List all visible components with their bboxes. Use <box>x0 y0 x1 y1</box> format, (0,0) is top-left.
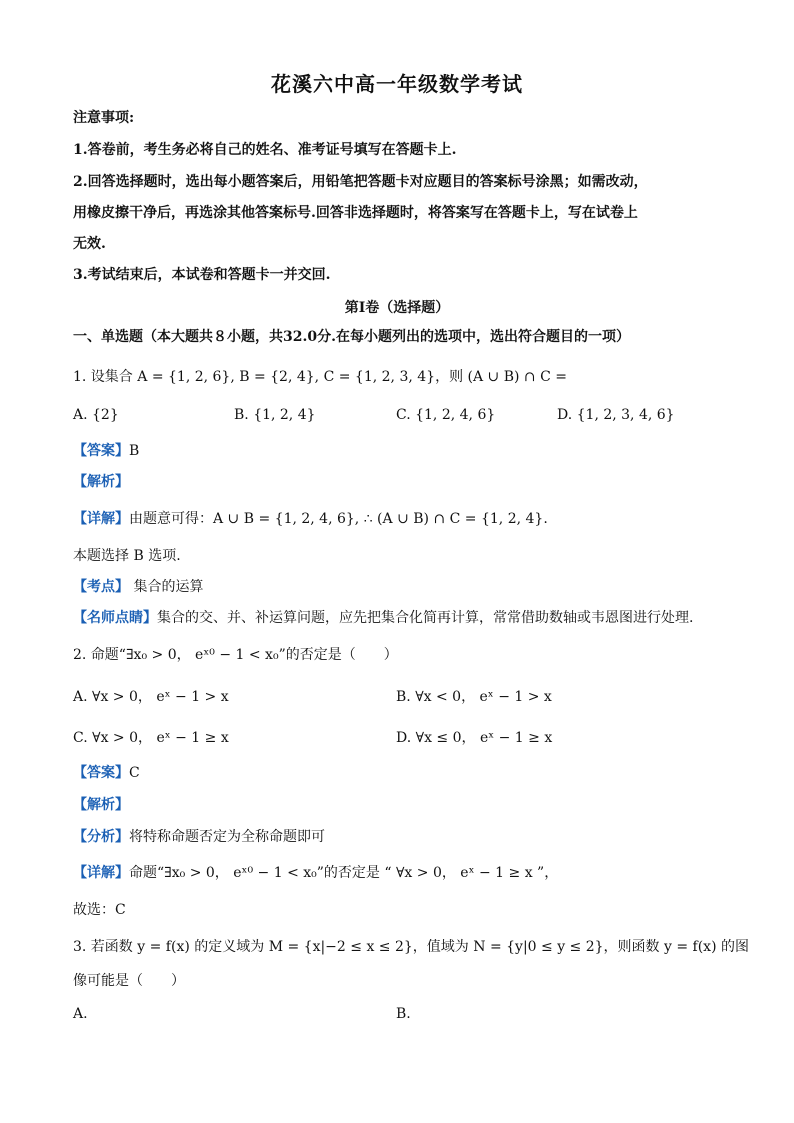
fenxi-text: 将特称命题否定为全称命题即可 <box>129 829 325 845</box>
q2-conclude: 故选：C <box>73 902 126 918</box>
tip-tag: 【名师点睛】 <box>73 610 157 626</box>
note-2-line-3: 无效. <box>73 236 106 252</box>
detail-tag: 【详解】 <box>73 511 129 527</box>
analysis-tag: 【解析】 <box>73 474 129 490</box>
q1-detail <box>73 509 548 529</box>
q2-option-b: B. ∀x < 0， eˣ − 1 > x <box>396 689 552 705</box>
q1-option-d: D. {1, 2, 3, 4, 6} <box>557 407 675 423</box>
q2-fenxi <box>73 827 325 847</box>
q1-option-b: B. {1, 2, 4} <box>234 407 316 423</box>
q1-analysis <box>73 472 129 492</box>
q2-detail <box>73 863 558 883</box>
section-heading: 一、单选题（本大题共８小题，共32.0分.在每小题列出的选项中，选出符合题目的一项） <box>73 329 630 345</box>
answer-tag: 【答案】 <box>73 443 129 459</box>
q2-analysis <box>73 795 129 815</box>
kaodian-tag: 【考点】 <box>73 579 129 595</box>
q1-option-a: A. {2} <box>73 407 119 423</box>
q1-tip <box>73 608 693 628</box>
q1-choose: 本题选择 B 选项. <box>73 548 181 564</box>
q3-option-b: B. <box>396 1006 411 1022</box>
note-1: 1.答卷前，考生务必将自己的姓名、准考证号填写在答题卡上. <box>73 142 457 158</box>
note-2-line-2: 用橡皮擦干净后，再选涂其他答案标号.回答非选择题时，将答案写在答题卡上，写在试卷上 <box>73 205 638 221</box>
q3-stem-line-1: 3. 若函数 y = f(x) 的定义域为 M = {x|−2 ≤ x ≤ 2}，值域为 N = {y|0 ≤ y ≤ 2}，则函数 y = f(x) 的图 <box>73 939 749 955</box>
q2-option-a: A. ∀x > 0， eˣ − 1 > x <box>73 689 229 705</box>
detail-text: 由题意可得：A ∪ B = {1, 2, 4, 6}, ∴ (A ∪ B) ∩ C = {1, 2, 4}. <box>129 511 548 527</box>
notes-heading: 注意事项: <box>73 110 135 126</box>
detail-tag: 【详解】 <box>73 865 129 881</box>
part-heading: 第Ⅰ卷（选择题） <box>344 300 450 316</box>
answer-value: C <box>129 765 140 781</box>
kaodian-text: 集合的运算 <box>129 579 204 595</box>
detail-text: 命题“∃x₀ > 0， eˣ⁰ − 1 < x₀”的否定是 “ ∀x > 0， eˣ − 1 ≥ x ”， <box>129 865 559 881</box>
q2-option-c: C. ∀x > 0， eˣ − 1 ≥ x <box>73 730 229 746</box>
note-2-line-1: 2.回答选择题时，选出每小题答案后，用铅笔把答题卡对应题目的答案标号涂黑；如需改动， <box>73 174 648 190</box>
page-title: 花溪六中高一年级数学考试 <box>271 72 523 96</box>
note-3: 3.考试结束后，本试卷和答题卡一并交回. <box>73 267 331 283</box>
answer-tag: 【答案】 <box>73 765 129 781</box>
q3-stem-line-2: 像可能是（ ） <box>73 973 185 989</box>
q1-stem: 1. 设集合 A = {1, 2, 6}, B = {2, 4}, C = {1, 2, 3, 4}，则 (A ∪ B) ∩ C = <box>73 369 567 385</box>
q1-kaodian <box>73 577 203 597</box>
q3-option-a: A. <box>73 1006 88 1022</box>
q1-answer <box>73 441 139 461</box>
fenxi-tag: 【分析】 <box>73 829 129 845</box>
q1-option-c: C. {1, 2, 4, 6} <box>396 407 496 423</box>
analysis-tag: 【解析】 <box>73 797 129 813</box>
q2-option-d: D. ∀x ≤ 0， eˣ − 1 ≥ x <box>396 730 553 746</box>
tip-text: 集合的交、并、补运算问题，应先把集合化简再计算，常常借助数轴或韦恩图进行处理. <box>157 610 694 626</box>
answer-value: B <box>129 443 140 459</box>
q2-answer <box>73 763 140 783</box>
q2-stem: 2. 命题“∃x₀ > 0， eˣ⁰ − 1 < x₀”的否定是（ ） <box>73 647 398 663</box>
